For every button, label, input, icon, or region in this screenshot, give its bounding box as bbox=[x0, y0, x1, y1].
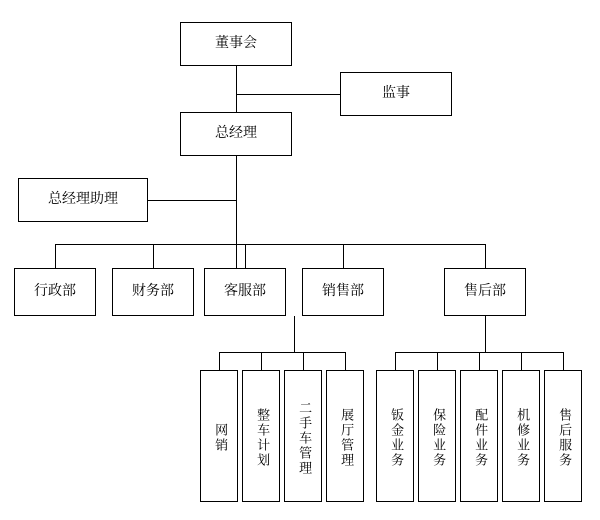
node-sales-dept[interactable]: 销售部 bbox=[302, 268, 384, 316]
node-admin-dept[interactable]: 行政部 bbox=[14, 268, 96, 316]
connector-board-to-supervisor bbox=[236, 94, 340, 95]
connector-to-online-sales bbox=[219, 352, 220, 370]
connector-to-after bbox=[485, 244, 486, 268]
connector-to-after-service bbox=[563, 352, 564, 370]
node-gm-assistant[interactable]: 总经理助理 bbox=[18, 178, 148, 222]
node-bodywork-business[interactable]: 钣金业务 bbox=[376, 370, 414, 502]
node-finance-dept[interactable]: 财务部 bbox=[112, 268, 194, 316]
connector-to-showroom bbox=[345, 352, 346, 370]
connector-after-stem bbox=[485, 316, 486, 352]
node-after-sales-dept[interactable]: 售后部 bbox=[444, 268, 526, 316]
node-after-sales-service[interactable]: 售后服务 bbox=[544, 370, 582, 502]
connector-to-used-car bbox=[303, 352, 304, 370]
node-online-sales[interactable]: 网销 bbox=[200, 370, 238, 502]
connector-to-bodywork bbox=[395, 352, 396, 370]
connector-to-mechanical bbox=[521, 352, 522, 370]
node-mechanical-repair-business[interactable]: 机修业务 bbox=[502, 370, 540, 502]
node-general-manager[interactable]: 总经理 bbox=[180, 112, 292, 156]
node-board[interactable]: 董事会 bbox=[180, 22, 292, 66]
connector-gm-to-assistant bbox=[148, 200, 236, 201]
connector-to-parts bbox=[479, 352, 480, 370]
node-parts-business[interactable]: 配件业务 bbox=[460, 370, 498, 502]
connector-sales-bus bbox=[219, 352, 345, 353]
connector-to-vehicle-plan bbox=[261, 352, 262, 370]
node-supervisor[interactable]: 监事 bbox=[340, 72, 452, 116]
node-used-car-management[interactable]: 二手车管理 bbox=[284, 370, 322, 502]
connector-to-finance bbox=[153, 244, 154, 268]
connector-to-service bbox=[245, 244, 246, 268]
node-insurance-business[interactable]: 保险业务 bbox=[418, 370, 456, 502]
connector-to-sales bbox=[343, 244, 344, 268]
connector-to-admin bbox=[55, 244, 56, 268]
connector-department-bus bbox=[55, 244, 485, 245]
node-customer-service-dept[interactable]: 客服部 bbox=[204, 268, 286, 316]
connector-board-to-gm bbox=[236, 66, 237, 112]
connector-sales-stem bbox=[294, 316, 295, 352]
connector-to-insurance bbox=[437, 352, 438, 370]
node-vehicle-plan[interactable]: 整车计划 bbox=[242, 370, 280, 502]
connector-gm-stem bbox=[236, 156, 237, 268]
node-showroom-management[interactable]: 展厅管理 bbox=[326, 370, 364, 502]
